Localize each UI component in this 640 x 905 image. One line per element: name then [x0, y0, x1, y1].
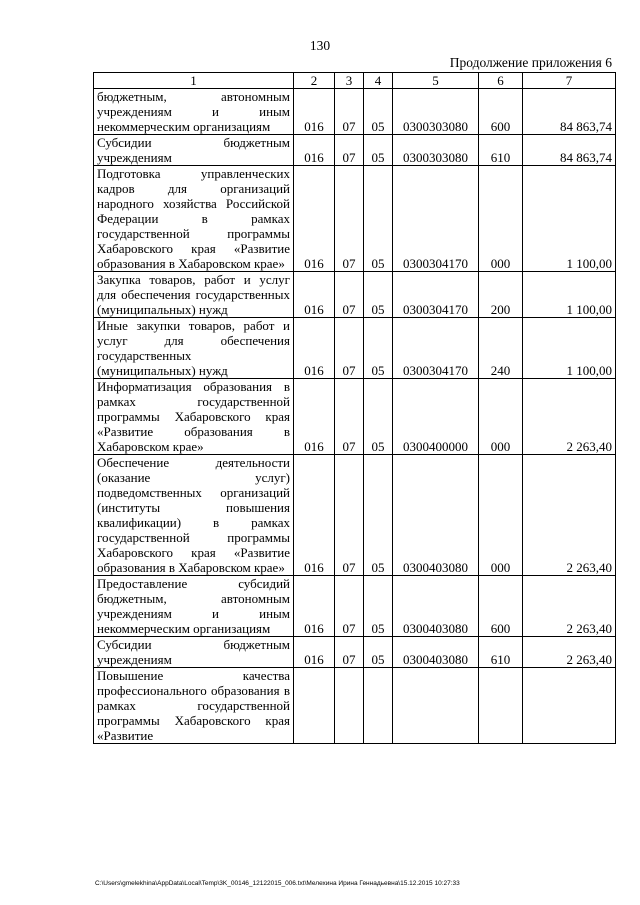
amount: 1 100,00	[523, 272, 616, 318]
expense-type-code: 600	[479, 576, 523, 637]
amount: 2 263,40	[523, 637, 616, 668]
amount: 2 263,40	[523, 455, 616, 576]
target-article-code: 0300304170	[393, 318, 479, 379]
ministry-code: 016	[294, 455, 335, 576]
subsection-code: 05	[364, 318, 393, 379]
row-name: Субсидии бюджетным учреждениям	[94, 135, 294, 166]
row-name: Повышение качества профессионального образования в рамках государственной программы Хабаровского края «Развитие	[94, 668, 294, 744]
row-name: Информатизация образования в рамках государственной программы Хабаровского края «Развитие образования в Хабаровском крае»	[94, 379, 294, 455]
amount: 84 863,74	[523, 135, 616, 166]
subsection-code: 05	[364, 135, 393, 166]
target-article-code: 0300403080	[393, 455, 479, 576]
subsection-code	[364, 668, 393, 744]
row-name: Субсидии бюджетным учреждениям	[94, 637, 294, 668]
expense-type-code: 600	[479, 89, 523, 135]
section-code: 07	[335, 318, 364, 379]
amount: 1 100,00	[523, 166, 616, 272]
table-row	[94, 455, 616, 576]
target-article-code: 0300304170	[393, 166, 479, 272]
subsection-code: 05	[364, 576, 393, 637]
row-name: Закупка товаров, работ и услуг для обеспечения государственных (муниципальных) нужд	[94, 272, 294, 318]
expense-type-code: 000	[479, 455, 523, 576]
table-row	[94, 89, 616, 135]
budget-table	[93, 72, 616, 744]
subsection-code: 05	[364, 166, 393, 272]
table-row	[94, 379, 616, 455]
ministry-code	[294, 668, 335, 744]
header-cell: 7	[523, 73, 616, 89]
row-name: Подготовка управленческих кадров для организаций народного хозяйства Российской Федерации в рамках государственной программы Хабаровского края «Развитие образования в Хабаровском крае»	[94, 166, 294, 272]
expense-type-code: 610	[479, 637, 523, 668]
expense-type-code: 240	[479, 318, 523, 379]
ministry-code: 016	[294, 135, 335, 166]
expense-type-code	[479, 668, 523, 744]
table-row	[94, 668, 616, 744]
target-article-code: 0300303080	[393, 135, 479, 166]
subsection-code: 05	[364, 272, 393, 318]
ministry-code: 016	[294, 318, 335, 379]
file-path-footer: C:\Users\gmelekhina\AppData\Local\Temp\3K_00146_12122015_006.txt\Мелехина Ирина Геннадьевна\15.12.2015 10:27:33	[95, 880, 460, 887]
target-article-code	[393, 668, 479, 744]
target-article-code: 0300403080	[393, 576, 479, 637]
table-row	[94, 576, 616, 637]
table-row	[94, 135, 616, 166]
section-code: 07	[335, 576, 364, 637]
section-code: 07	[335, 135, 364, 166]
ministry-code: 016	[294, 637, 335, 668]
ministry-code: 016	[294, 379, 335, 455]
section-code: 07	[335, 455, 364, 576]
ministry-code: 016	[294, 89, 335, 135]
row-name: Предоставление субсидий бюджетным, автономным учреждениям и иным некоммерческим организациям	[94, 576, 294, 637]
subsection-code: 05	[364, 89, 393, 135]
table-row	[94, 318, 616, 379]
expense-type-code: 200	[479, 272, 523, 318]
table-row	[94, 166, 616, 272]
subsection-code: 05	[364, 379, 393, 455]
row-name: Иные закупки товаров, работ и услуг для обеспечения государственных (муниципальных) нужд	[94, 318, 294, 379]
amount	[523, 668, 616, 744]
header-cell: 1	[94, 73, 294, 89]
section-code: 07	[335, 166, 364, 272]
section-code: 07	[335, 379, 364, 455]
section-code: 07	[335, 637, 364, 668]
amount: 2 263,40	[523, 379, 616, 455]
expense-type-code: 000	[479, 166, 523, 272]
ministry-code: 016	[294, 166, 335, 272]
page-number: 130	[309, 38, 331, 53]
amount: 2 263,40	[523, 576, 616, 637]
row-name: бюджетным, автономным учреждениям и иным некоммерческим организациям	[94, 89, 294, 135]
table-row	[94, 637, 616, 668]
amount: 1 100,00	[523, 318, 616, 379]
continuation-label: Продолжение приложения 6	[449, 55, 612, 70]
header-cell: 4	[364, 73, 393, 89]
target-article-code: 0300400000	[393, 379, 479, 455]
subsection-code: 05	[364, 455, 393, 576]
header-cell: 6	[479, 73, 523, 89]
ministry-code: 016	[294, 272, 335, 318]
header-cell: 3	[335, 73, 364, 89]
header-cell: 5	[393, 73, 479, 89]
expense-type-code: 000	[479, 379, 523, 455]
section-code	[335, 668, 364, 744]
section-code: 07	[335, 272, 364, 318]
expense-type-code: 610	[479, 135, 523, 166]
target-article-code: 0300304170	[393, 272, 479, 318]
amount: 84 863,74	[523, 89, 616, 135]
header-row	[94, 73, 616, 89]
row-name: Обеспечение деятельности (оказание услуг) подведомственных организаций (институты повышения квалификации) в рамках государственной программы Хабаровского края «Развитие образования в Хабаровском крае»	[94, 455, 294, 576]
target-article-code: 0300403080	[393, 637, 479, 668]
target-article-code: 0300303080	[393, 89, 479, 135]
subsection-code: 05	[364, 637, 393, 668]
table-row	[94, 272, 616, 318]
section-code: 07	[335, 89, 364, 135]
header-cell: 2	[294, 73, 335, 89]
ministry-code: 016	[294, 576, 335, 637]
